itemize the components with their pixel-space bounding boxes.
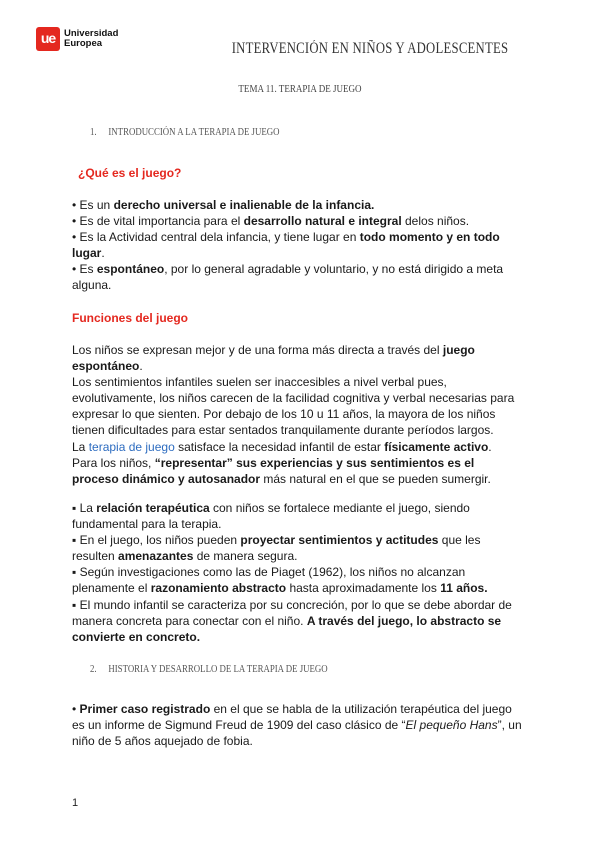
paragraph: Para los niños, “representar” sus experiencias y sus sentimientos es el proceso dinámico y autosanador más natural en el que se pueden sumergir. bbox=[72, 455, 491, 486]
paragraph: Los sentimientos infantiles suelen ser inaccesibles a nivel verbal pues, evolutivamente, los niños carecen de la facilidad cognitiva y verbal necesarias para expresar lo que sienten. Por debajo de los 10 u 11 años, la mayora de los niños tienen dificultades para estar sentados tranquilamente durante períodos largos. bbox=[72, 375, 515, 438]
section-2-title: HISTORIA Y DESARROLLO DE LA TERAPIA DE JUEGO bbox=[108, 664, 328, 675]
terapia-link[interactable]: terapia de juego bbox=[88, 439, 175, 454]
bullet-item: ▪ La relación terapéutica con niños se fortalece mediante el juego, siendo fundamental para la terapia. bbox=[72, 501, 470, 532]
paragraph: La terapia de juego satisface la necesidad infantil de estar físicamente activo. bbox=[72, 439, 492, 454]
funciones-heading: Funciones del juego bbox=[72, 311, 189, 325]
bullet-item: • Es de vital importancia para el desarrollo natural e integral delos niños. bbox=[72, 214, 470, 229]
logo-mark: ue bbox=[36, 27, 60, 51]
funciones-bullets bbox=[72, 500, 522, 645]
section-2-number: 2. bbox=[90, 664, 97, 675]
bullet-item: • Es la Actividad central dela infancia, y tiene lugar en todo momento y en todo lugar. bbox=[72, 230, 500, 261]
section-2-heading bbox=[90, 664, 328, 675]
funciones-body bbox=[72, 342, 522, 487]
section-1-heading bbox=[90, 127, 279, 138]
logo-line-2: Europea bbox=[64, 38, 103, 49]
page-number: 1 bbox=[72, 797, 79, 809]
historia-body bbox=[72, 701, 522, 749]
paragraph: • Primer caso registrado en el que se habla de la utilización terapéutica del juego es un informe de Sigmund Freud de 1909 del caso clásico de “El pequeño Hans”, un niño de 5 años aquejado de fobia. bbox=[72, 702, 522, 749]
document-subtitle: TEMA 11. TERAPIA DE JUEGO bbox=[238, 84, 362, 95]
section-1-number: 1. bbox=[90, 127, 97, 138]
paragraph: Los niños se expresan mejor y de una forma más directa a través del juego espontáneo. bbox=[72, 343, 475, 374]
bullet-item: • Es un derecho universal e inalienable de la infancia. bbox=[72, 198, 375, 212]
bullet-item: ▪ El mundo infantil se caracteriza por su concreción, por lo que se debe abordar de manera concreta para conectar con el niño. A través del juego, lo abstracto se convierte en concreto. bbox=[72, 597, 512, 644]
bullet-item: ▪ Según investigaciones como las de Piaget (1962), los niños no alcanzan plenamente el razonamiento abstracto hasta aproximadamente los 11 años. bbox=[72, 565, 488, 596]
logo-text bbox=[64, 29, 118, 49]
bullet-item: • Es espontáneo, por lo general agradable y voluntario, y no está dirigido a meta alguna. bbox=[72, 262, 504, 293]
logo-line-1: Universidad bbox=[64, 28, 119, 39]
university-logo bbox=[36, 27, 118, 51]
section-1-title: INTRODUCCIÓN A LA TERAPIA DE JUEGO bbox=[108, 127, 280, 138]
juego-bullets bbox=[72, 197, 522, 294]
document-title: INTERVENCIÓN EN NIÑOS Y ADOLESCENTES bbox=[231, 40, 509, 57]
question-heading: ¿Qué es el juego? bbox=[78, 166, 182, 180]
bullet-item: ▪ En el juego, los niños pueden proyectar sentimientos y actitudes que les resulten amenazantes de manera segura. bbox=[72, 533, 481, 564]
